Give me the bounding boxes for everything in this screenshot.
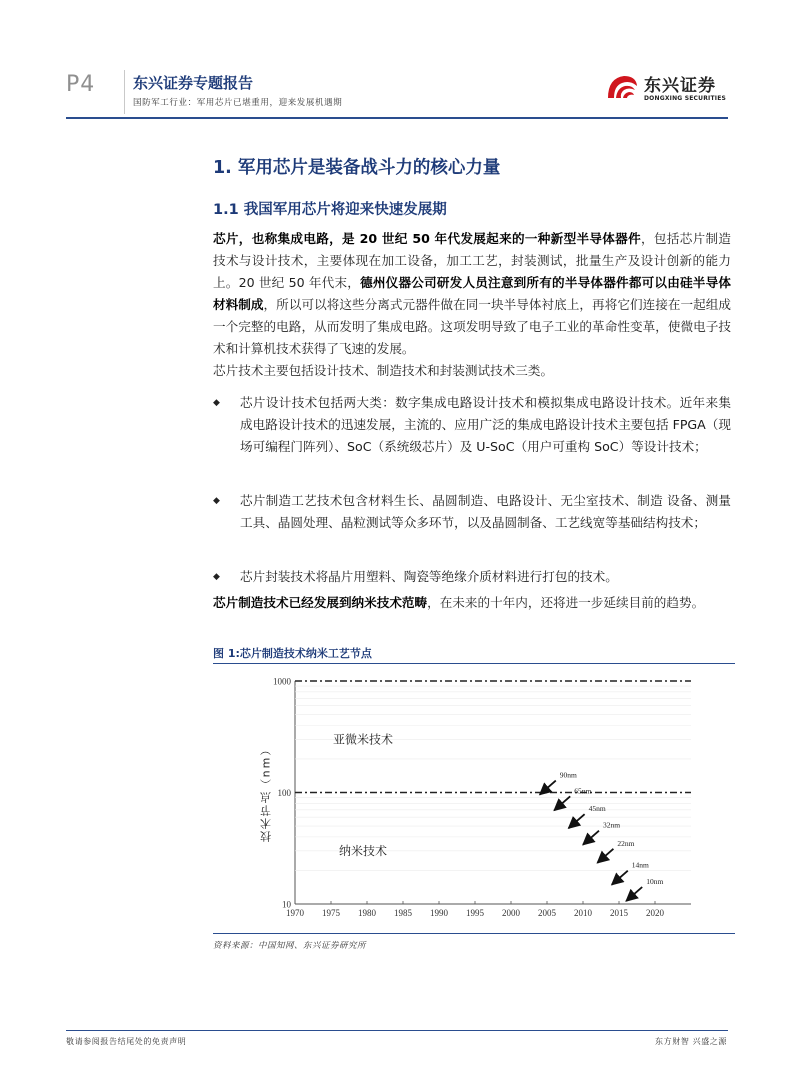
bullet-text-manufacturing: 芯片制造工艺技术包含材料生长、晶圆制造、电路设计、无尘室技术、制造 设备、测量工具、晶圆处理、晶粒测试等众多环节，以及晶圆制备、工艺线宽等基础结构技术； xyxy=(240,493,731,530)
node-arrow xyxy=(583,831,599,845)
trend-text: ，在未来的十年内，还将进一步延续目前的趋势。 xyxy=(427,595,705,610)
header-divider xyxy=(124,70,125,114)
figure-rule-bottom xyxy=(213,933,735,934)
x-tick-label: 2015 xyxy=(610,908,628,918)
x-tick-label: 1995 xyxy=(466,908,484,918)
header-rule xyxy=(66,117,728,119)
footer-slogan: 东方财智 兴盛之源 xyxy=(655,1037,727,1046)
bullet-item xyxy=(213,490,731,556)
report-title: 东兴证券专题报告 xyxy=(133,74,254,92)
node-label: 90nm xyxy=(559,770,577,780)
intro-text-1: ，包括芯片制造技术与设计技术，主要体现在加工设备，加工工艺，封装测试，批量生产及设计创新的能力上。20 世纪 50 年代末， xyxy=(213,231,732,290)
node-label: 14nm xyxy=(631,860,649,870)
logo-mark-icon xyxy=(604,70,640,106)
bullet-text-design: 芯片设计技术包括两大类：数字集成电路设计技术和模拟集成电路设计技术。近年来集成电路设计技术的迅速发展，主流的、应用广泛的集成电路设计技术主要包括 FPGA（现场可编程门阵列）、SoC（系统级芯片）及 U-SoC（用户可重构 SoC）等设计技术； xyxy=(240,395,731,454)
intro-bold-ti: 德州仪器公司研发人员注意到所有的半导体器件都可以由硅半导体材料制成 xyxy=(213,275,732,312)
intro-text-2: ，所以可以将这些分离式元器件做在同一块半导体衬底上，再将它们连接在一起组成一个完整的电路，从而发明了集成电路。这项发明导致了电子工业的革命性变革，使微电子技术和计算机技术获得了飞速的发展。 xyxy=(213,297,732,356)
trend-bold: 芯片制造技术已经发展到纳米技术范畴 xyxy=(213,595,428,610)
intro-bold-definition: 芯片，也称集成电路，是 20 世纪 50 年代发展起来的一种新型半导体器件 xyxy=(213,231,641,246)
x-tick-label: 2000 xyxy=(502,908,520,918)
paragraph-intro xyxy=(213,228,731,360)
footer-disclaimer: 敬请参阅报告结尾处的免责声明 xyxy=(66,1037,187,1046)
node-label: 65nm xyxy=(574,786,592,796)
figure-rule-top xyxy=(213,663,735,664)
x-tick-label: 1970 xyxy=(286,908,304,918)
paragraph-categories: 芯片技术主要包括设计技术、制造技术和封装测试技术三类。 xyxy=(213,363,554,378)
logo-english: DONGXING SECURITIES xyxy=(644,95,727,102)
report-subtitle: 国防军工行业：军用芯片已堪重用，迎来发展机遇期 xyxy=(133,98,343,108)
section-subheading: 1.1 我国军用芯片将迎来快速发展期 xyxy=(213,202,447,218)
node-arrow xyxy=(626,887,642,901)
x-tick-label: 2005 xyxy=(538,908,556,918)
bullet-diamond-icon: ◆ xyxy=(213,572,220,582)
bullet-text-packaging: 芯片封装技术将晶片用塑料、陶瓷等绝缘介质材料进行打包的技术。 xyxy=(240,569,618,584)
y-tick-label: 100 xyxy=(277,788,291,798)
bullet-item xyxy=(213,566,731,588)
region-label: 纳米技术 xyxy=(339,843,388,858)
process-node-chart xyxy=(213,668,735,930)
footer-rule xyxy=(66,1030,728,1031)
node-label: 32nm xyxy=(603,820,621,830)
region-label: 亚微米技术 xyxy=(333,732,394,747)
x-tick-label: 1985 xyxy=(394,908,412,918)
x-tick-label: 2020 xyxy=(646,908,664,918)
node-label: 10nm xyxy=(646,877,664,886)
node-arrow xyxy=(612,871,628,885)
section-heading: 1. 军用芯片是装备战斗力的核心力量 xyxy=(213,158,501,178)
y-tick-label: 1000 xyxy=(273,676,291,687)
figure-title: 图 1:芯片制造技术纳米工艺节点 xyxy=(213,647,372,660)
y-tick-label: 10 xyxy=(282,899,291,910)
x-tick-label: 1975 xyxy=(322,908,340,918)
company-logo xyxy=(604,68,732,108)
bullet-item xyxy=(213,392,731,480)
y-axis-label: 技术节点（nm） xyxy=(259,742,273,843)
figure-source: 资料来源：中国知网、东兴证券研究所 xyxy=(213,941,367,951)
bullet-diamond-icon: ◆ xyxy=(213,496,220,506)
bullet-diamond-icon: ◆ xyxy=(213,398,220,408)
page-number: P4 xyxy=(66,72,96,97)
paragraph-trend xyxy=(213,592,731,614)
node-label: 45nm xyxy=(588,804,606,814)
x-tick-label: 2010 xyxy=(574,908,592,918)
x-tick-label: 1980 xyxy=(358,908,376,918)
logo-text: 东兴证券 xyxy=(644,76,716,96)
node-label: 22nm xyxy=(617,838,635,848)
x-tick-label: 1990 xyxy=(430,908,448,918)
